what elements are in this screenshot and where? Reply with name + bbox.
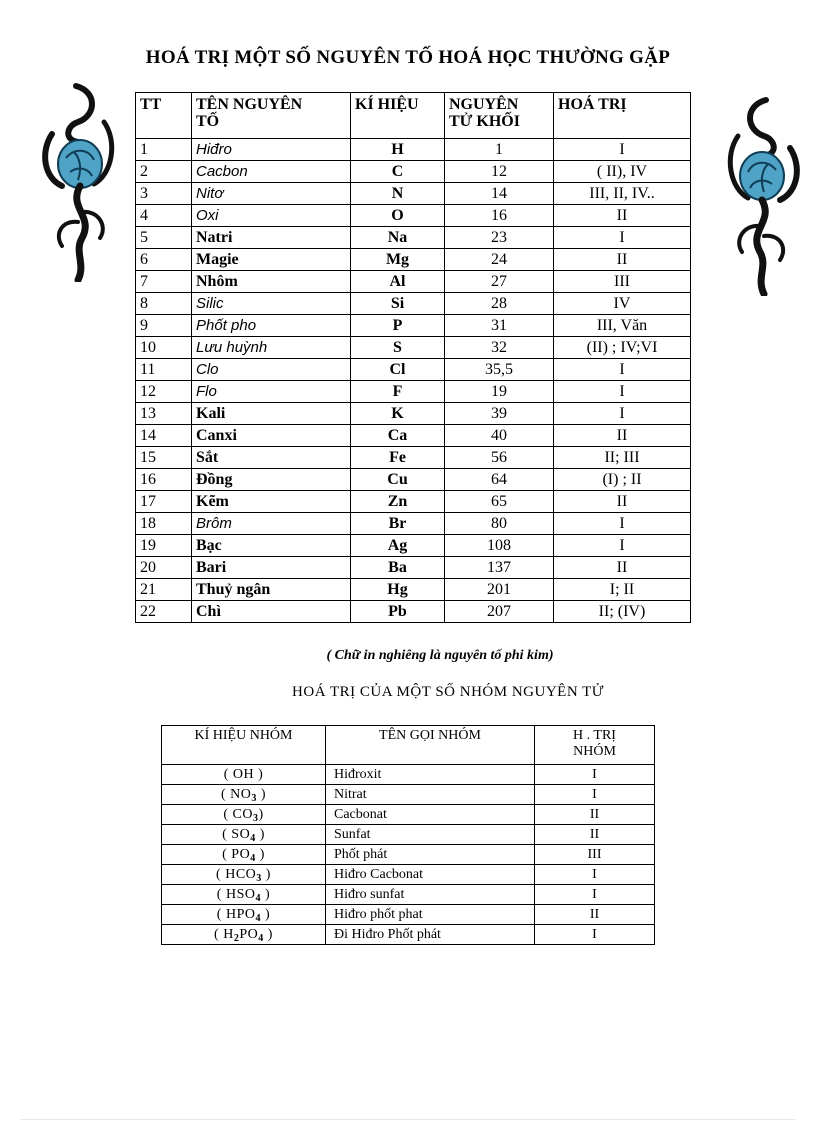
header-name — [192, 93, 351, 139]
table-row — [136, 227, 691, 249]
table-row — [136, 425, 691, 447]
header-name-line1: TÊN NGUYÊN — [196, 96, 303, 113]
element-symbol: H — [351, 139, 445, 161]
atomic-mass: 24 — [445, 249, 554, 271]
element-name: Đồng — [192, 469, 351, 491]
element-symbol: Cl — [351, 359, 445, 381]
atomic-mass: 23 — [445, 227, 554, 249]
table-row — [136, 161, 691, 183]
atomic-mass: 207 — [445, 601, 554, 623]
element-valence: II — [554, 491, 691, 513]
atomic-mass: 16 — [445, 205, 554, 227]
table-row — [136, 315, 691, 337]
element-symbol: Al — [351, 271, 445, 293]
element-valence: I — [554, 359, 691, 381]
group-name: Sunfat — [326, 825, 535, 845]
atomic-mass: 80 — [445, 513, 554, 535]
row-number: 12 — [136, 381, 192, 403]
table-row — [162, 905, 655, 925]
element-name: Brôm — [192, 513, 351, 535]
element-valence: IV — [554, 293, 691, 315]
table-row — [162, 865, 655, 885]
group-symbol: ( $HPO_4$ ) — [162, 905, 326, 925]
table-row — [136, 601, 691, 623]
element-valence: I — [554, 381, 691, 403]
element-name: Nitơ — [192, 183, 351, 205]
group-name: Phốt phát — [326, 845, 535, 865]
header-group-symbol: KÍ HIỆU NHÓM — [162, 726, 326, 765]
table-header-row — [162, 726, 655, 765]
group-symbol: ( $HSO_4$ ) — [162, 885, 326, 905]
row-number: 3 — [136, 183, 192, 205]
table-row — [136, 513, 691, 535]
table-row — [136, 139, 691, 161]
row-number: 8 — [136, 293, 192, 315]
element-symbol: Cu — [351, 469, 445, 491]
element-name: Sắt — [192, 447, 351, 469]
element-valence: II — [554, 205, 691, 227]
element-name: Clo — [192, 359, 351, 381]
header-symbol: KÍ HIỆU — [351, 93, 445, 139]
element-valence: II — [554, 425, 691, 447]
group-symbol: ( $PO_4$ ) — [162, 845, 326, 865]
group-symbol: ( $HCO_3$ ) — [162, 865, 326, 885]
element-name: Thuỷ ngân — [192, 579, 351, 601]
element-valence: II; III — [554, 447, 691, 469]
atomic-mass: 65 — [445, 491, 554, 513]
element-valence: II — [554, 557, 691, 579]
row-number: 10 — [136, 337, 192, 359]
element-name: Magie — [192, 249, 351, 271]
group-symbol: ( $CO_3$) — [162, 805, 326, 825]
table-row — [162, 825, 655, 845]
table-row — [136, 491, 691, 513]
element-valence: I — [554, 403, 691, 425]
group-valence: II — [535, 905, 655, 925]
header-mass-line1: NGUYÊN — [449, 96, 519, 113]
group-symbol: ( $NO_3$ ) — [162, 785, 326, 805]
group-valence: I — [535, 925, 655, 945]
atomic-mass: 39 — [445, 403, 554, 425]
table-header-row — [136, 93, 691, 139]
group-name: Hiđroxit — [326, 765, 535, 785]
row-number: 5 — [136, 227, 192, 249]
element-symbol: F — [351, 381, 445, 403]
element-symbol: K — [351, 403, 445, 425]
atomic-mass: 56 — [445, 447, 554, 469]
table-row — [162, 805, 655, 825]
row-number: 7 — [136, 271, 192, 293]
element-name: Canxi — [192, 425, 351, 447]
element-valence-table — [135, 92, 691, 623]
table-row — [136, 271, 691, 293]
element-symbol: C — [351, 161, 445, 183]
group-valence: I — [535, 785, 655, 805]
group-name: Hiđro phốt phat — [326, 905, 535, 925]
header-name-line2: TỐ — [196, 113, 220, 130]
element-name: Lưu huỳnh — [192, 337, 351, 359]
group-symbol: ( $SO_4$ ) — [162, 825, 326, 845]
table-row — [136, 579, 691, 601]
row-number: 6 — [136, 249, 192, 271]
row-number: 2 — [136, 161, 192, 183]
header-group-valence-line1: H . TRỊ — [573, 728, 616, 743]
element-symbol: Zn — [351, 491, 445, 513]
table-row — [136, 359, 691, 381]
group-valence: II — [535, 825, 655, 845]
row-number: 11 — [136, 359, 192, 381]
atomic-mass: 12 — [445, 161, 554, 183]
row-number: 18 — [136, 513, 192, 535]
table-row — [162, 845, 655, 865]
element-valence: III, Văn — [554, 315, 691, 337]
element-symbol: Ag — [351, 535, 445, 557]
group-symbol: ( OH ) — [162, 765, 326, 785]
element-name: Cacbon — [192, 161, 351, 183]
element-name: Bạc — [192, 535, 351, 557]
italic-note: ( Chữ in nghiêng là nguyên tố phi kim) — [326, 648, 554, 663]
element-symbol: S — [351, 337, 445, 359]
table-row — [136, 535, 691, 557]
element-symbol: Na — [351, 227, 445, 249]
table-row — [136, 381, 691, 403]
element-valence: III — [554, 271, 691, 293]
atomic-mass: 28 — [445, 293, 554, 315]
table-row — [136, 249, 691, 271]
row-number: 9 — [136, 315, 192, 337]
header-group-name: TÊN GỌI NHÓM — [326, 726, 535, 765]
header-mass-line2: TỬ KHỐI — [449, 113, 520, 130]
atomic-mass: 201 — [445, 579, 554, 601]
element-name: Bari — [192, 557, 351, 579]
page-title: HOÁ TRỊ MỘT SỐ NGUYÊN TỐ HOÁ HỌC THƯỜNG GẶP — [145, 47, 671, 68]
element-name: Kali — [192, 403, 351, 425]
element-valence: I; II — [554, 579, 691, 601]
element-symbol: Mg — [351, 249, 445, 271]
element-name: Flo — [192, 381, 351, 403]
atomic-mass: 108 — [445, 535, 554, 557]
element-valence: II; (IV) — [554, 601, 691, 623]
atomic-mass: 35,5 — [445, 359, 554, 381]
element-valence: I — [554, 513, 691, 535]
atomic-mass: 19 — [445, 381, 554, 403]
element-symbol: Br — [351, 513, 445, 535]
header-group-valence-line2: NHÓM — [573, 744, 616, 759]
section-subtitle: HOÁ TRỊ CỦA MỘT SỐ NHÓM NGUYÊN TỬ — [292, 684, 604, 700]
table-row — [162, 925, 655, 945]
element-valence: (II) ; IV;VI — [554, 337, 691, 359]
row-number: 16 — [136, 469, 192, 491]
element-name: Hiđro — [192, 139, 351, 161]
group-symbol: ( $H_2PO_4$ ) — [162, 925, 326, 945]
element-name: Silic — [192, 293, 351, 315]
table-row — [136, 205, 691, 227]
page-bottom-divider — [20, 1119, 796, 1120]
header-valence: HOÁ TRỊ — [554, 93, 691, 139]
element-valence: (I) ; II — [554, 469, 691, 491]
header-mass — [445, 93, 554, 139]
group-valence: II — [535, 805, 655, 825]
element-valence: I — [554, 227, 691, 249]
row-number: 22 — [136, 601, 192, 623]
rose-ornament-icon-left — [38, 82, 120, 287]
row-number: 4 — [136, 205, 192, 227]
row-number: 17 — [136, 491, 192, 513]
atomic-mass: 27 — [445, 271, 554, 293]
group-valence: I — [535, 865, 655, 885]
element-symbol: Hg — [351, 579, 445, 601]
group-name: Cacbonat — [326, 805, 535, 825]
table-row — [136, 447, 691, 469]
row-number: 15 — [136, 447, 192, 469]
atomic-mass: 31 — [445, 315, 554, 337]
table-row — [162, 765, 655, 785]
element-name: Kẽm — [192, 491, 351, 513]
atomic-mass: 64 — [445, 469, 554, 491]
row-number: 19 — [136, 535, 192, 557]
group-name: Đi Hiđro Phốt phát — [326, 925, 535, 945]
element-symbol: Ca — [351, 425, 445, 447]
atomic-mass: 137 — [445, 557, 554, 579]
row-number: 20 — [136, 557, 192, 579]
element-valence: II — [554, 249, 691, 271]
element-valence: I — [554, 139, 691, 161]
atomic-mass: 1 — [445, 139, 554, 161]
element-name: Oxi — [192, 205, 351, 227]
element-symbol: P — [351, 315, 445, 337]
row-number: 14 — [136, 425, 192, 447]
element-name: Natri — [192, 227, 351, 249]
group-valence: I — [535, 765, 655, 785]
header-group-valence — [535, 726, 655, 765]
table-row — [136, 469, 691, 491]
table-row — [136, 293, 691, 315]
element-symbol: Ba — [351, 557, 445, 579]
row-number: 21 — [136, 579, 192, 601]
table-row — [136, 183, 691, 205]
element-name: Nhôm — [192, 271, 351, 293]
atomic-mass: 14 — [445, 183, 554, 205]
group-name: Nitrat — [326, 785, 535, 805]
group-valence-table — [161, 725, 655, 945]
table-row — [162, 785, 655, 805]
element-symbol: Fe — [351, 447, 445, 469]
element-symbol: Si — [351, 293, 445, 315]
element-name: Chì — [192, 601, 351, 623]
group-name: Hiđro Cacbonat — [326, 865, 535, 885]
group-valence: III — [535, 845, 655, 865]
atomic-mass: 32 — [445, 337, 554, 359]
row-number: 13 — [136, 403, 192, 425]
header-tt: TT — [136, 93, 192, 139]
element-valence: ( II), IV — [554, 161, 691, 183]
row-number: 1 — [136, 139, 192, 161]
atomic-mass: 40 — [445, 425, 554, 447]
element-symbol: O — [351, 205, 445, 227]
element-valence: I — [554, 535, 691, 557]
element-valence: III, II, IV.. — [554, 183, 691, 205]
group-name: Hiđro sunfat — [326, 885, 535, 905]
element-symbol: Pb — [351, 601, 445, 623]
table-row — [136, 557, 691, 579]
table-row — [136, 337, 691, 359]
table-row — [136, 403, 691, 425]
group-valence: I — [535, 885, 655, 905]
element-name: Phốt pho — [192, 315, 351, 337]
rose-ornament-icon-right — [722, 96, 804, 301]
table-row — [162, 885, 655, 905]
element-symbol: N — [351, 183, 445, 205]
